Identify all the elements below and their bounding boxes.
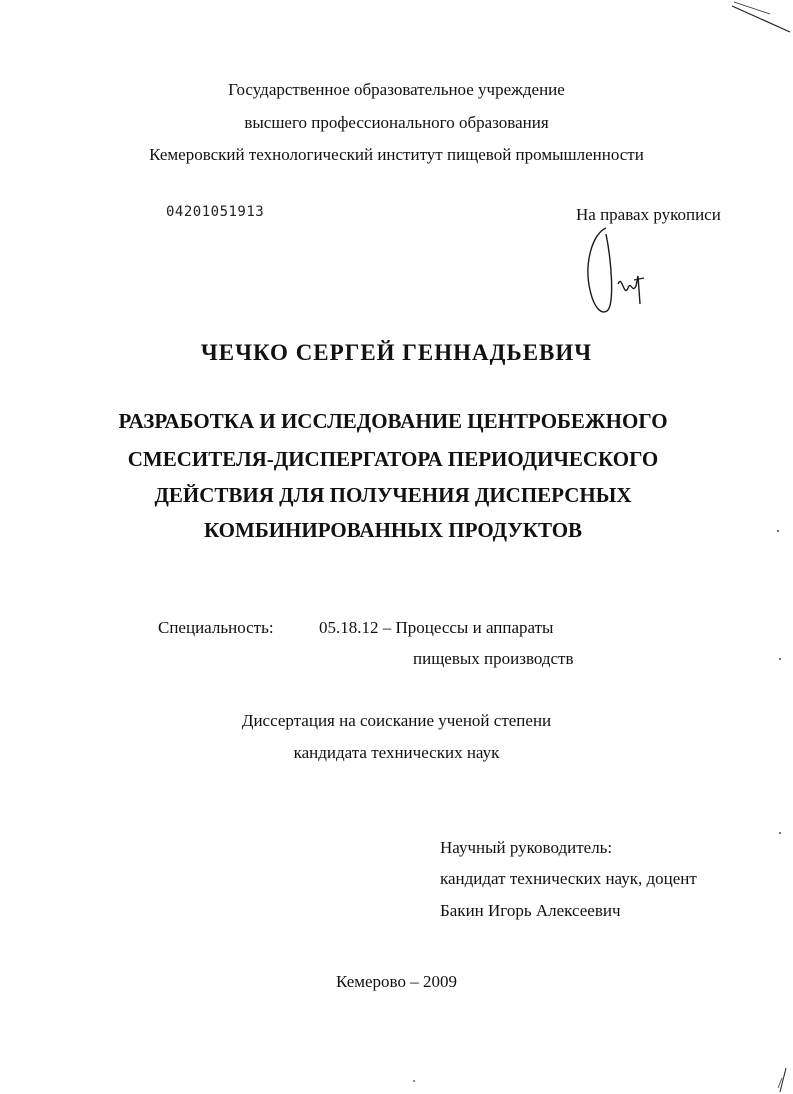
institution-line-2: высшего профессионального образования [244, 113, 549, 132]
registration-number: 04201051913 [166, 204, 265, 220]
dissertation-line-2: кандидата технических наук [293, 743, 500, 762]
specialty-code: 05.18.12 – Процессы и аппараты [319, 618, 554, 637]
title-line-2: СМЕСИТЕЛЯ-ДИСПЕРГАТОРА ПЕРИОДИЧЕСКОГО [127, 447, 659, 471]
title-line-4: КОМБИНИРОВАННЫХ ПРОДУКТОВ [203, 518, 583, 542]
rights-note: На правах рукописи [576, 205, 721, 224]
scan-speck [778, 648, 782, 652]
scan-edge-mark [772, 1066, 792, 1094]
specialty-label: Специальность: [158, 618, 274, 637]
scan-speck [776, 520, 780, 524]
scan-speck [412, 1070, 416, 1074]
author-name: ЧЕЧКО СЕРГЕЙ ГЕННАДЬЕВИЧ [200, 340, 593, 365]
title-line-3: ДЕЙСТВИЯ ДЛЯ ПОЛУЧЕНИЯ ДИСПЕРСНЫХ [154, 483, 632, 507]
city-year: Кемерово – 2009 [336, 972, 457, 991]
supervisor-label: Научный руководитель: [440, 838, 613, 857]
supervisor-name: Бакин Игорь Алексеевич [440, 901, 621, 920]
signature-image [578, 224, 668, 320]
dissertation-line-1: Диссертация на соискание ученой степени [241, 711, 552, 730]
institution-line-1: Государственное образовательное учреждение [228, 80, 565, 99]
institution-line-3: Кемеровский технологический институт пищевой промышленности [149, 145, 644, 164]
title-line-1: РАЗРАБОТКА И ИССЛЕДОВАНИЕ ЦЕНТРОБЕЖНОГО [118, 409, 668, 433]
supervisor-degree: кандидат технических наук, доцент [440, 869, 697, 888]
scan-corner-mark [730, 0, 793, 36]
scan-speck [778, 822, 782, 826]
specialty-name-continued: пищевых производств [413, 649, 574, 668]
